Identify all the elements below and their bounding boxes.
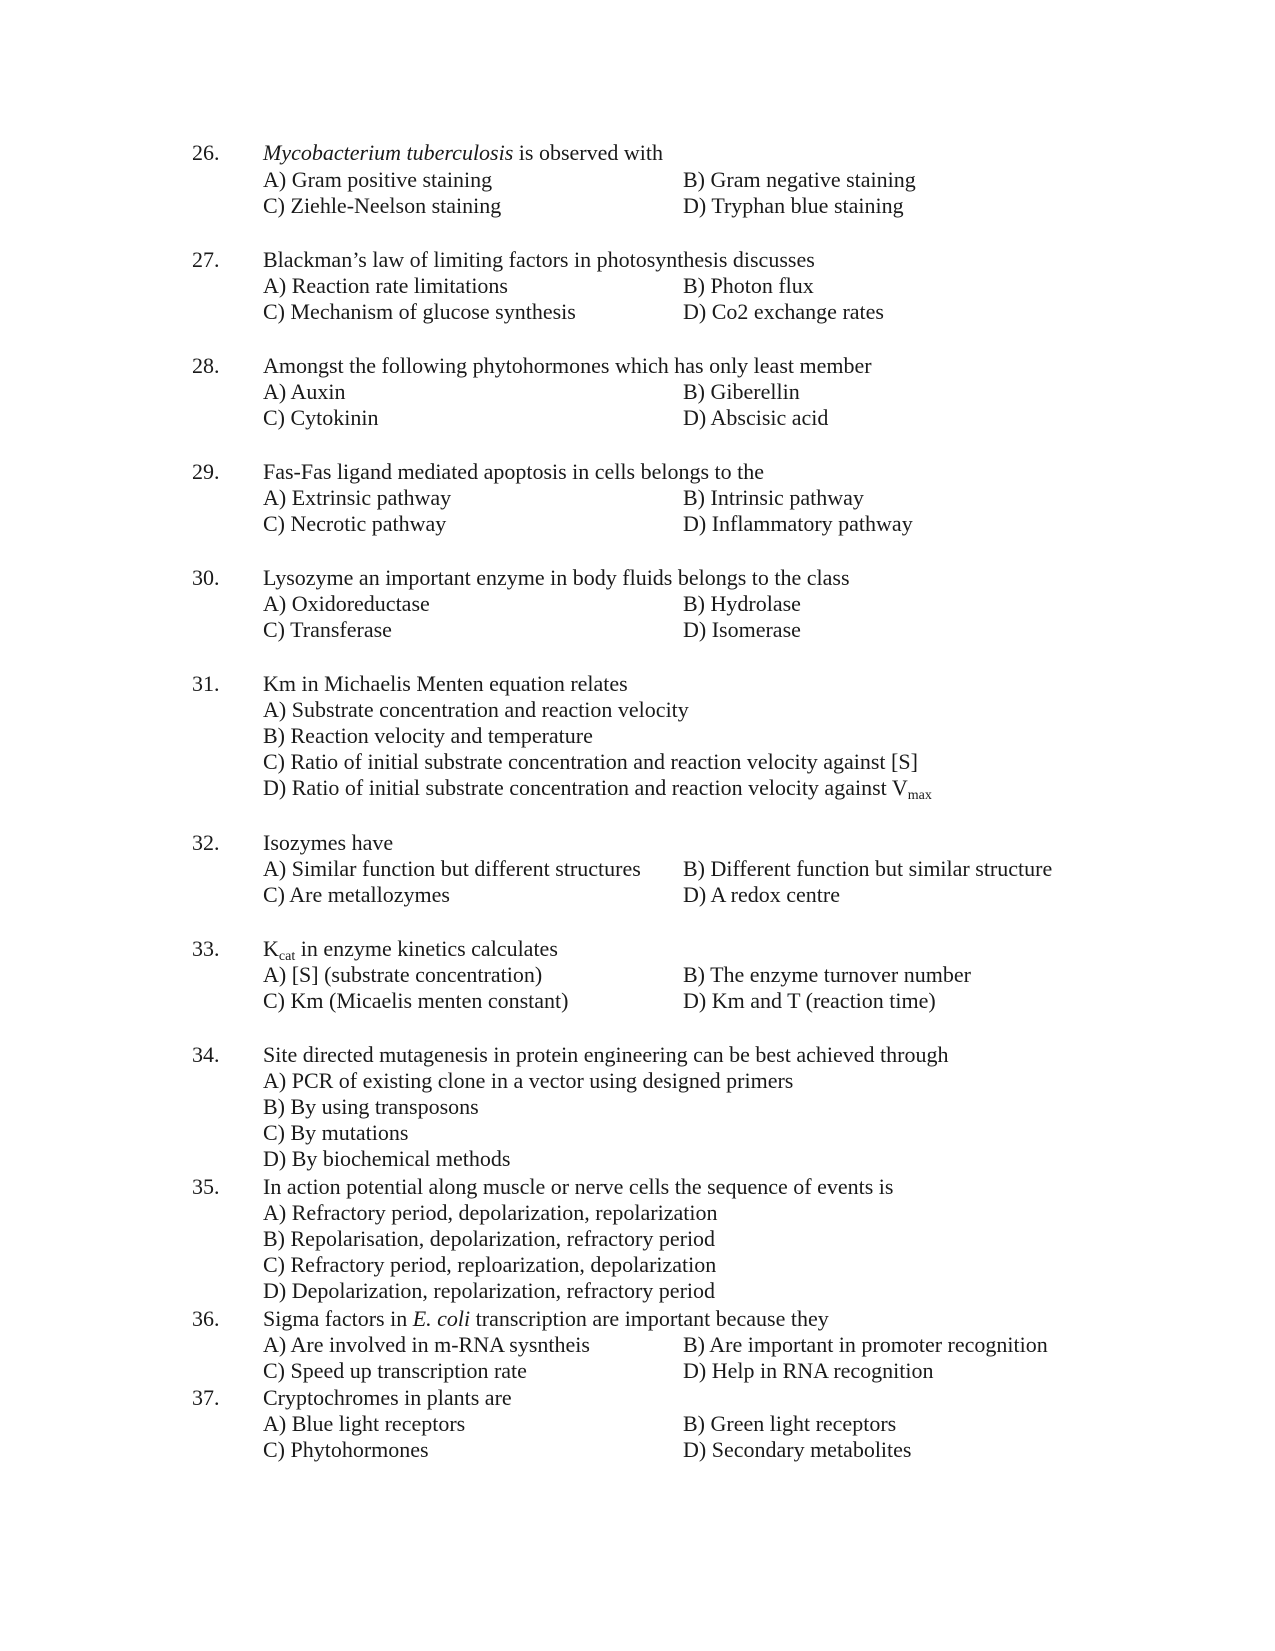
option-d[interactable]: D) Km and T (reaction time) [683,988,936,1013]
option-a[interactable]: A) Refractory period, depolarization, repolarization [263,1200,718,1225]
option-a[interactable]: A) Auxin [263,379,346,404]
question-number: 37. [192,1385,220,1410]
option-b[interactable]: B) Giberellin [683,379,800,404]
option-c[interactable]: C) Ziehle-Neelson staining [263,193,502,218]
option-c[interactable]: C) Are metallozymes [263,882,450,907]
option-c[interactable]: C) By mutations [263,1120,409,1145]
option-a[interactable]: A) Blue light receptors [263,1411,466,1436]
option-d[interactable]: D) Isomerase [683,617,801,642]
question-number: 28. [192,353,220,378]
question-stem: Isozymes have [263,830,394,855]
question-number: 26. [192,140,220,165]
option-a[interactable]: A) Extrinsic pathway [263,485,452,510]
question-number: 31. [192,671,220,696]
option-a[interactable]: A) Reaction rate limitations [263,273,508,298]
option-d[interactable]: D) Tryphan blue staining [683,193,904,218]
option-b[interactable]: B) Hydrolase [683,591,801,616]
option-d[interactable]: D) By biochemical methods [263,1146,511,1171]
question-number: 36. [192,1306,220,1331]
question-number: 27. [192,247,220,272]
question-number: 30. [192,565,220,590]
option-d[interactable]: D) A redox centre [683,882,840,907]
question-stem: Fas-Fas ligand mediated apoptosis in cells belongs to the [263,459,765,484]
option-c[interactable]: C) Cytokinin [263,405,379,430]
question-number: 33. [192,936,220,961]
option-a[interactable]: A) [S] (substrate concentration) [263,962,543,987]
question-stem: $K_{cat}$ in enzyme kinetics calculates [263,936,558,964]
option-d[interactable]: D) Ratio of initial substrate concentration and reaction velocity against $V_{max}$ [263,775,932,803]
question-number: 32. [192,830,220,855]
option-b[interactable]: B) Different function but similar structure [683,856,1053,881]
question-stem: Amongst the following phytohormones which has only least member [263,353,872,378]
option-d[interactable]: D) Inflammatory pathway [683,511,913,536]
question-stem: Site directed mutagenesis in protein engineering can be best achieved through [263,1042,949,1067]
option-c[interactable]: C) Mechanism of glucose synthesis [263,299,576,324]
option-d[interactable]: D) Secondary metabolites [683,1437,912,1462]
option-d[interactable]: D) Abscisic acid [683,405,829,430]
option-b[interactable]: B) Reaction velocity and temperature [263,723,593,748]
question-stem: Sigma factors in E. coli transcription are important because they [263,1306,829,1331]
option-b[interactable]: B) Photon flux [683,273,814,298]
option-b[interactable]: B) The enzyme turnover number [683,962,971,987]
option-b[interactable]: B) Repolarisation, depolarization, refractory period [263,1226,716,1251]
option-b[interactable]: B) By using transposons [263,1094,479,1119]
option-c[interactable]: C) Km (Micaelis menten constant) [263,988,569,1013]
option-b[interactable]: B) Intrinsic pathway [683,485,864,510]
question-stem: Lysozyme an important enzyme in body fluids belongs to the class [263,565,850,590]
option-a[interactable]: A) Similar function but different structures [263,856,641,881]
option-b[interactable]: B) Green light receptors [683,1411,897,1436]
option-c[interactable]: C) Phytohormones [263,1437,429,1462]
option-a[interactable]: A) Substrate concentration and reaction velocity [263,697,689,722]
option-d[interactable]: D) Depolarization, repolarization, refractory period [263,1278,716,1303]
option-a[interactable]: A) Gram positive staining [263,167,493,192]
option-a[interactable]: A) Oxidoreductase [263,591,430,616]
question-stem: In action potential along muscle or nerve cells the sequence of events is [263,1174,894,1199]
question-number: 34. [192,1042,220,1067]
option-c[interactable]: C) Speed up transcription rate [263,1358,527,1383]
option-c[interactable]: C) Transferase [263,617,392,642]
option-d[interactable]: D) Help in RNA recognition [683,1358,934,1383]
option-c[interactable]: C) Ratio of initial substrate concentration and reaction velocity against [S] [263,749,918,774]
question-stem: Km in Michaelis Menten equation relates [263,671,628,696]
option-b[interactable]: B) Gram negative staining [683,167,916,192]
option-c[interactable]: C) Necrotic pathway [263,511,447,536]
option-a[interactable]: A) Are involved in m-RNA sysntheis [263,1332,590,1357]
question-number: 35. [192,1174,220,1199]
option-c[interactable]: C) Refractory period, reploarization, depolarization [263,1252,717,1277]
question-number: 29. [192,459,220,484]
option-a[interactable]: A) PCR of existing clone in a vector using designed primers [263,1068,794,1093]
question-stem: Blackman’s law of limiting factors in photosynthesis discusses [263,247,815,272]
question-stem: Cryptochromes in plants are [263,1385,512,1410]
option-d[interactable]: D) Co2 exchange rates [683,299,884,324]
question-stem: Mycobacterium tuberculosis is observed with [263,140,663,165]
option-b[interactable]: B) Are important in promoter recognition [683,1332,1048,1357]
